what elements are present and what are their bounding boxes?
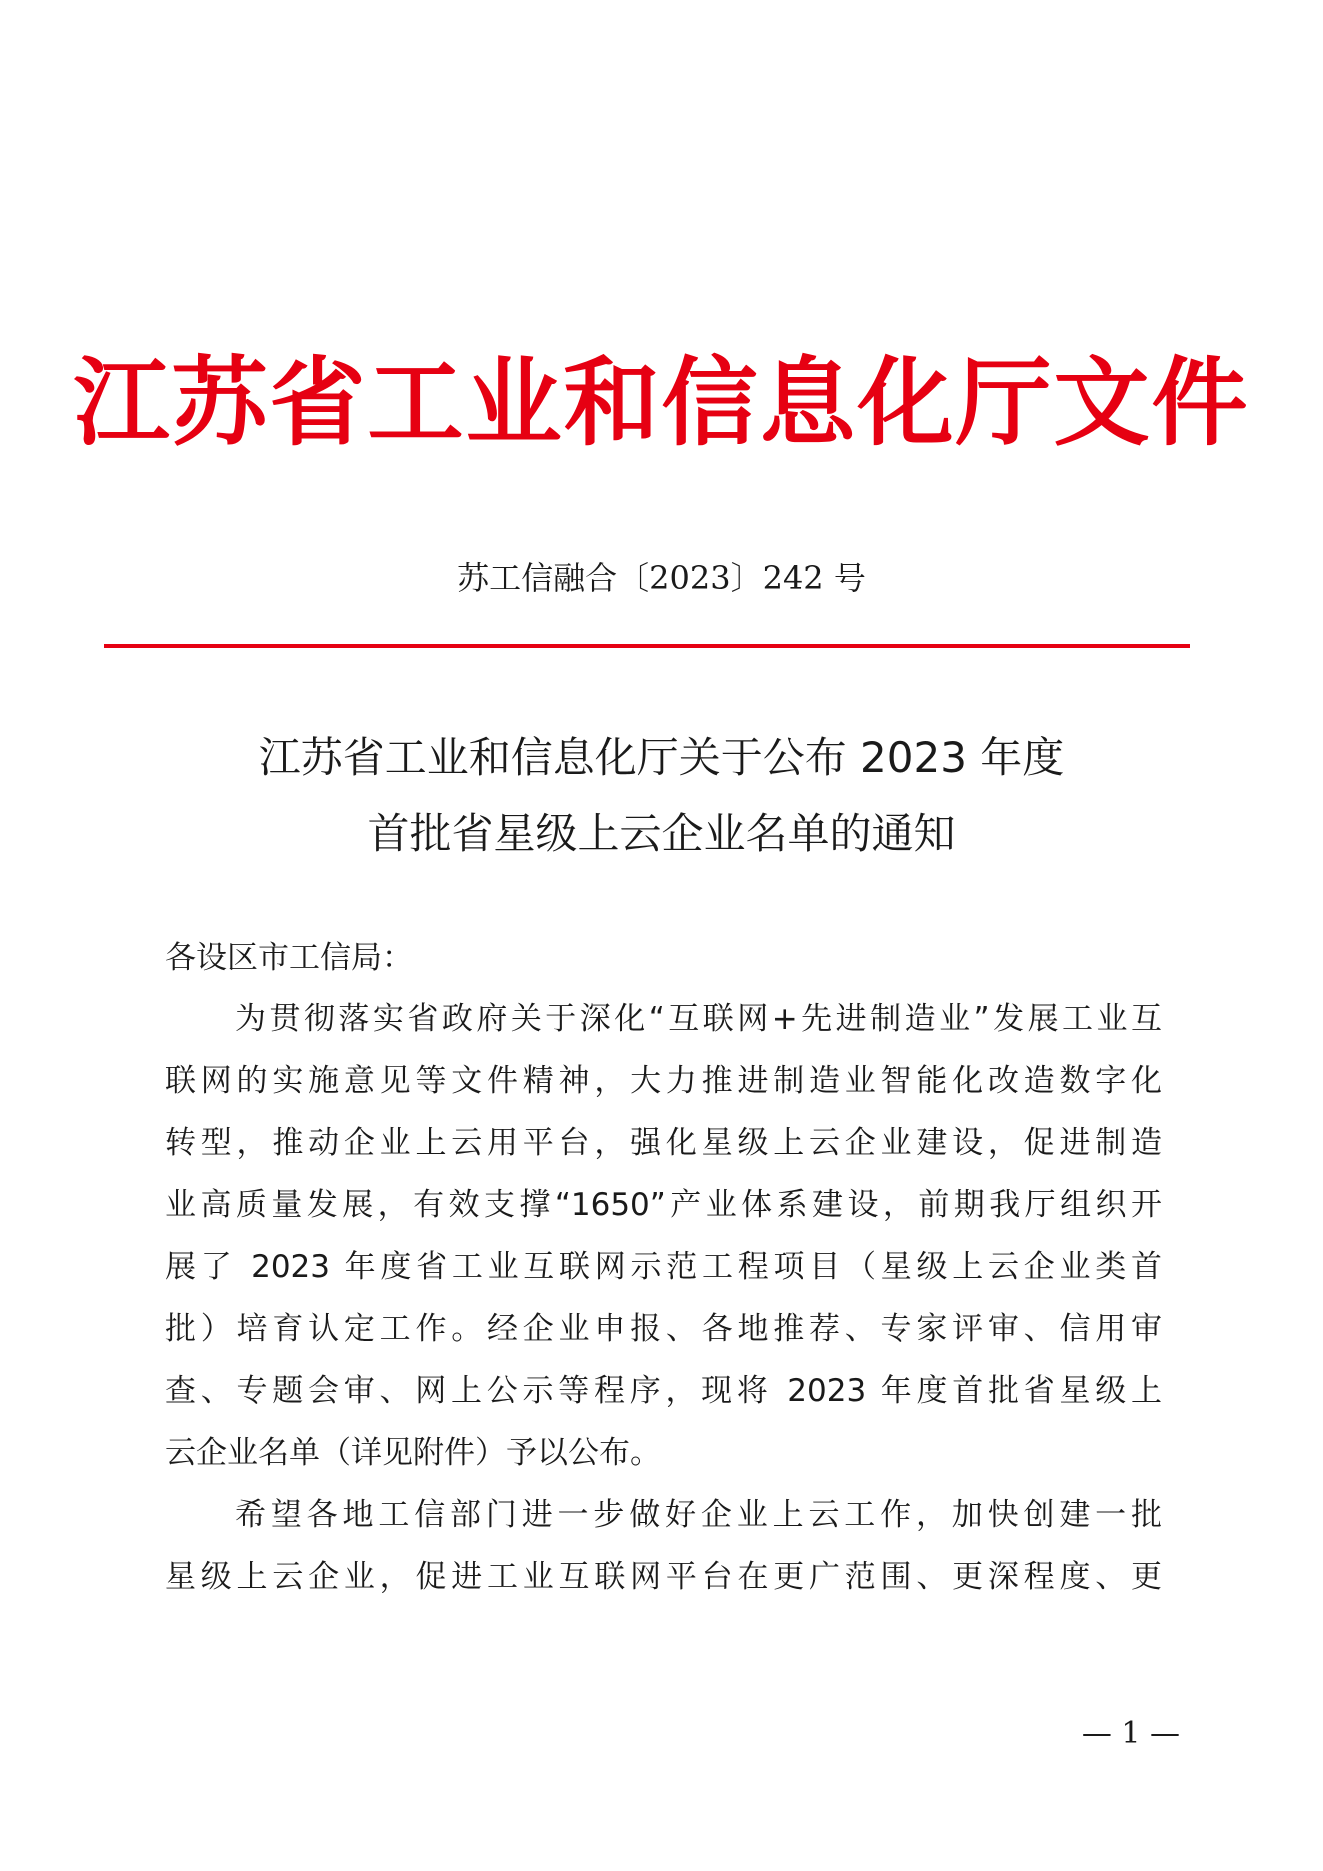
paragraph-line: 展了 2023 年度省工业互联网示范工程项目（星级上云企业类首: [165, 1249, 1162, 1285]
paragraph-line: 希望各地工信部门进一步做好企业上云工作，加快创建一批: [235, 1497, 1162, 1533]
red-divider-line: [104, 644, 1190, 648]
paragraph-line: 转型，推动企业上云用平台，强化星级上云企业建设，促进制造: [165, 1125, 1162, 1161]
document-number: 苏工信融合〔2023〕242 号: [457, 559, 866, 597]
paragraph-line: 云企业名单（详见附件）予以公布。: [165, 1435, 661, 1471]
notice-title-line-1: 江苏省工业和信息化厅关于公布 2023 年度: [258, 733, 1065, 782]
page-number: — 1 —: [1081, 1716, 1180, 1751]
paragraph-line: 业高质量发展，有效支撑“1650”产业体系建设，前期我厅组织开: [165, 1187, 1162, 1223]
paragraph-line: 查、专题会审、网上公示等程序，现将 2023 年度首批省星级上: [165, 1373, 1162, 1409]
paragraph-line: 联网的实施意见等文件精神，大力推进制造业智能化改造数字化: [165, 1063, 1162, 1099]
paragraph-line: 星级上云企业，促进工业互联网平台在更广范围、更深程度、更: [165, 1559, 1162, 1595]
salutation: 各设区市工信局：: [165, 940, 413, 976]
paragraph-line: 为贯彻落实省政府关于深化“互联网+先进制造业”发展工业互: [235, 1001, 1162, 1037]
agency-header-title: 江苏省工业和信息化厅文件: [73, 346, 1250, 459]
paragraph-line: 批）培育认定工作。经企业申报、各地推荐、专家评审、信用审: [165, 1311, 1162, 1347]
notice-title-line-2: 首批省星级上云企业名单的通知: [367, 809, 956, 858]
